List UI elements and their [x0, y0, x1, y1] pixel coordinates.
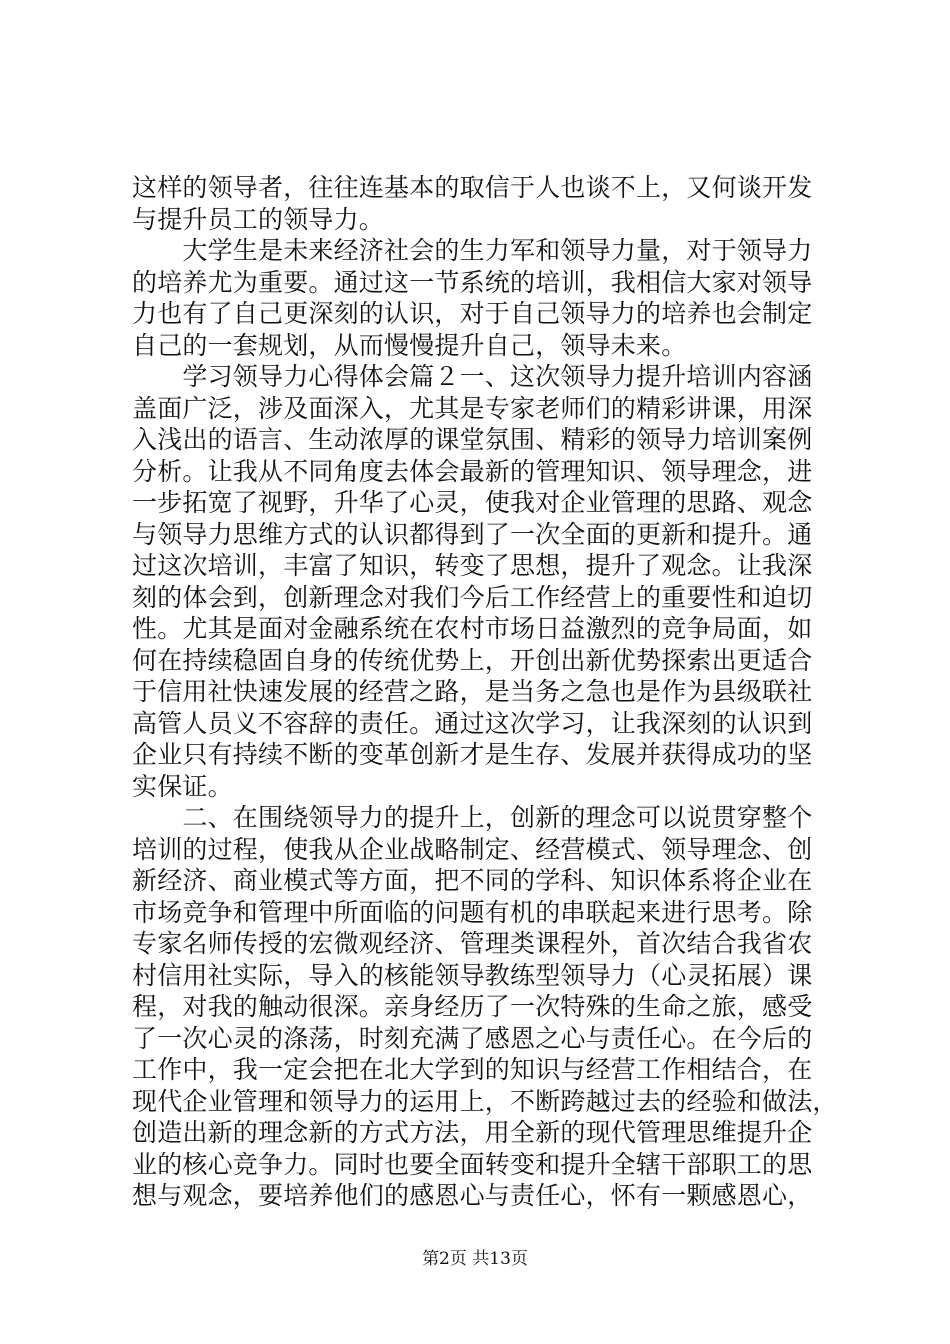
text-line: 专家名师传授的宏微观经济、管理类课程外，首次结合我省农: [132, 929, 813, 958]
text-line: 大学生是未来经济社会的生力军和领导力量，对于领导力: [132, 236, 813, 265]
text-line: 性。尤其是面对金融系统在农村市场日益激烈的竞争局面，如: [132, 614, 813, 643]
text-line: 分析。让我从不同角度去体会最新的管理知识、领导理念，进: [132, 456, 813, 486]
text-line: 村信用社实际，导入的核能领导教练型领导力（心灵拓展）课: [132, 960, 813, 990]
text-line: 新经济、商业模式等方面，把不同的学科、知识体系将企业在: [132, 866, 813, 895]
text-line: 自己的一套规划，从而慢慢提升自己，领导未来。: [132, 330, 687, 360]
text-line: 培训的过程，使我从企业战略制定、经营模式、领导理念、创: [132, 834, 813, 864]
text-line: 实保证。: [132, 771, 233, 801]
text-line: 于信用社快速发展的经营之路，是当务之急也是作为县级联社: [132, 677, 813, 706]
text-line: 何在持续稳固自身的传统优势上，开创出新优势探索出更适合: [132, 645, 813, 675]
text-line: 入浅出的语言、生动浓厚的课堂氛围、精彩的领导力培训案例: [132, 425, 813, 454]
text-line: 一步拓宽了视野，升华了心灵，使我对企业管理的思路、观念: [132, 488, 813, 517]
text-line: 创造出新的理念新的方式方法，用全新的现代管理思维提升企: [132, 1118, 813, 1147]
text-line: 程，对我的触动很深。亲身经历了一次特殊的生命之旅，感受: [132, 992, 813, 1021]
text-line: 了一次心灵的涤荡，时刻充满了感恩之心与责任心。在今后的: [132, 1023, 813, 1053]
text-line: 刻的体会到，创新理念对我们今后工作经营上的重要性和迫切: [132, 582, 813, 612]
text-line: 想与观念，要培养他们的感恩心与责任心，怀有一颗感恩心，: [132, 1181, 813, 1210]
text-line: 力也有了自己更深刻的认识，对于自己领导力的培养也会制定: [132, 299, 813, 328]
text-line: 过这次培训，丰富了知识，转变了思想，提升了观念。让我深: [132, 551, 813, 580]
text-line: 盖面广泛，涉及面深入，尤其是专家老师们的精彩讲课，用深: [132, 393, 813, 423]
text-line: 工作中，我一定会把在北大学到的知识与经营工作相结合，在: [132, 1055, 813, 1084]
text-line: 与领导力思维方式的认识都得到了一次全面的更新和提升。通: [132, 519, 813, 549]
text-line: 业的核心竞争力。同时也要全面转变和提升全辖干部职工的思: [132, 1149, 813, 1179]
text-line: 这样的领导者，往往连基本的取信于人也谈不上，又何谈开发: [132, 173, 813, 202]
text-line: 二、在围绕领导力的提升上，创新的理念可以说贯穿整个: [132, 803, 813, 832]
text-line: 现代企业管理和领导力的运用上，不断跨越过去的经验和做法，: [132, 1086, 838, 1116]
body-text: [132, 172, 838, 1212]
page-number: 第2页 共13页: [422, 1249, 528, 1269]
text-line: 与提升员工的领导力。: [132, 204, 385, 234]
text-line: 企业只有持续不断的变革创新才是生存、发展并获得成功的坚: [132, 740, 813, 769]
text-line: 市场竞争和管理中所面临的问题有机的串联起来进行思考。除: [132, 897, 813, 927]
text-line: 高管人员义不容辞的责任。通过这次学习，让我深刻的认识到: [132, 708, 813, 738]
text-line: 学习领导力心得体会篇２一、这次领导力提升培训内容涵: [132, 362, 813, 391]
text-line: 的培养尤为重要。通过这一节系统的培训，我相信大家对领导: [132, 267, 813, 297]
page-footer: [0, 1247, 950, 1271]
